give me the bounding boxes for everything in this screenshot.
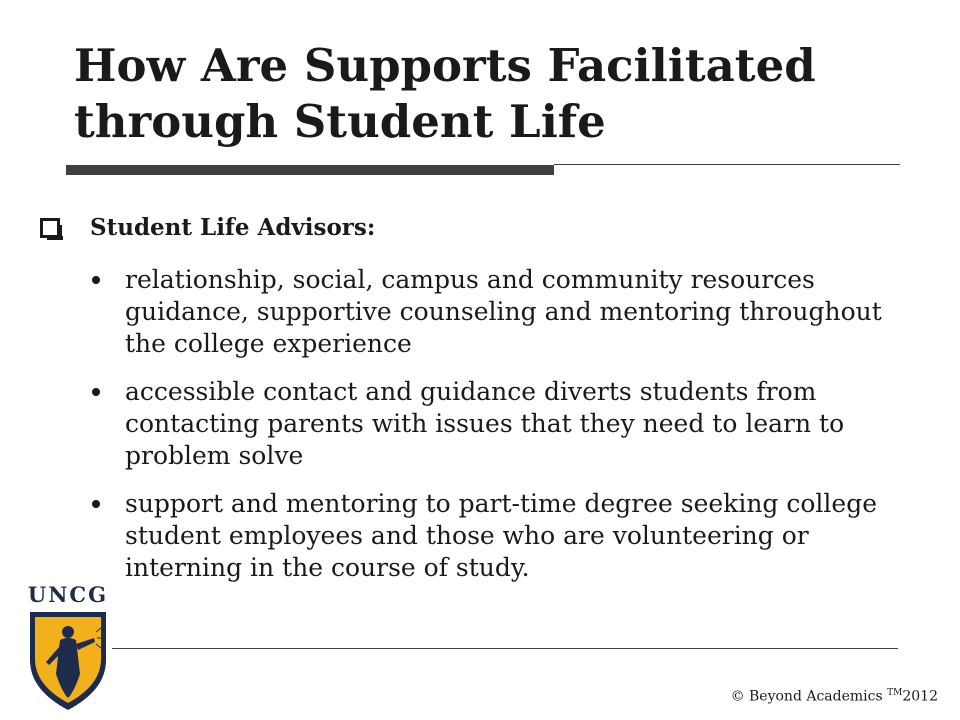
bullet-item — [92, 264, 927, 360]
title-underline-thick — [66, 165, 554, 175]
bullet-text: support and mentoring to part-time degree seeking college student employees and those who are volunteering or interning in the course of study. — [125, 489, 878, 582]
bullet-dot-icon — [92, 276, 100, 284]
section-heading: Student Life Advisors: — [90, 214, 376, 241]
title-underline-thin — [554, 164, 900, 165]
uncg-logo — [24, 582, 112, 712]
copyright-year: 2012 — [902, 688, 938, 705]
copyright-footer — [731, 688, 938, 705]
bullet-list — [92, 264, 927, 600]
bullet-item — [92, 488, 927, 584]
bullet-text: relationship, social, campus and community resources guidance, supportive counseling and mentoring throughout the college experience — [125, 265, 882, 358]
logo-wordmark: UNCG — [27, 582, 109, 607]
checkbox-bullet-icon — [40, 218, 60, 238]
bullet-text: accessible contact and guidance diverts students from contacting parents with issues that they need to learn to problem solve — [125, 377, 845, 470]
bullet-item — [92, 376, 927, 472]
trademark-mark: TM — [887, 688, 903, 698]
copyright-text: © Beyond Academics — [730, 688, 883, 705]
bullet-dot-icon — [92, 500, 100, 508]
footer-divider — [112, 648, 898, 649]
slide-title: How Are Supports Facilitated through Student Life — [74, 39, 816, 148]
bullet-dot-icon — [92, 388, 100, 396]
section-heading-row — [40, 214, 375, 241]
